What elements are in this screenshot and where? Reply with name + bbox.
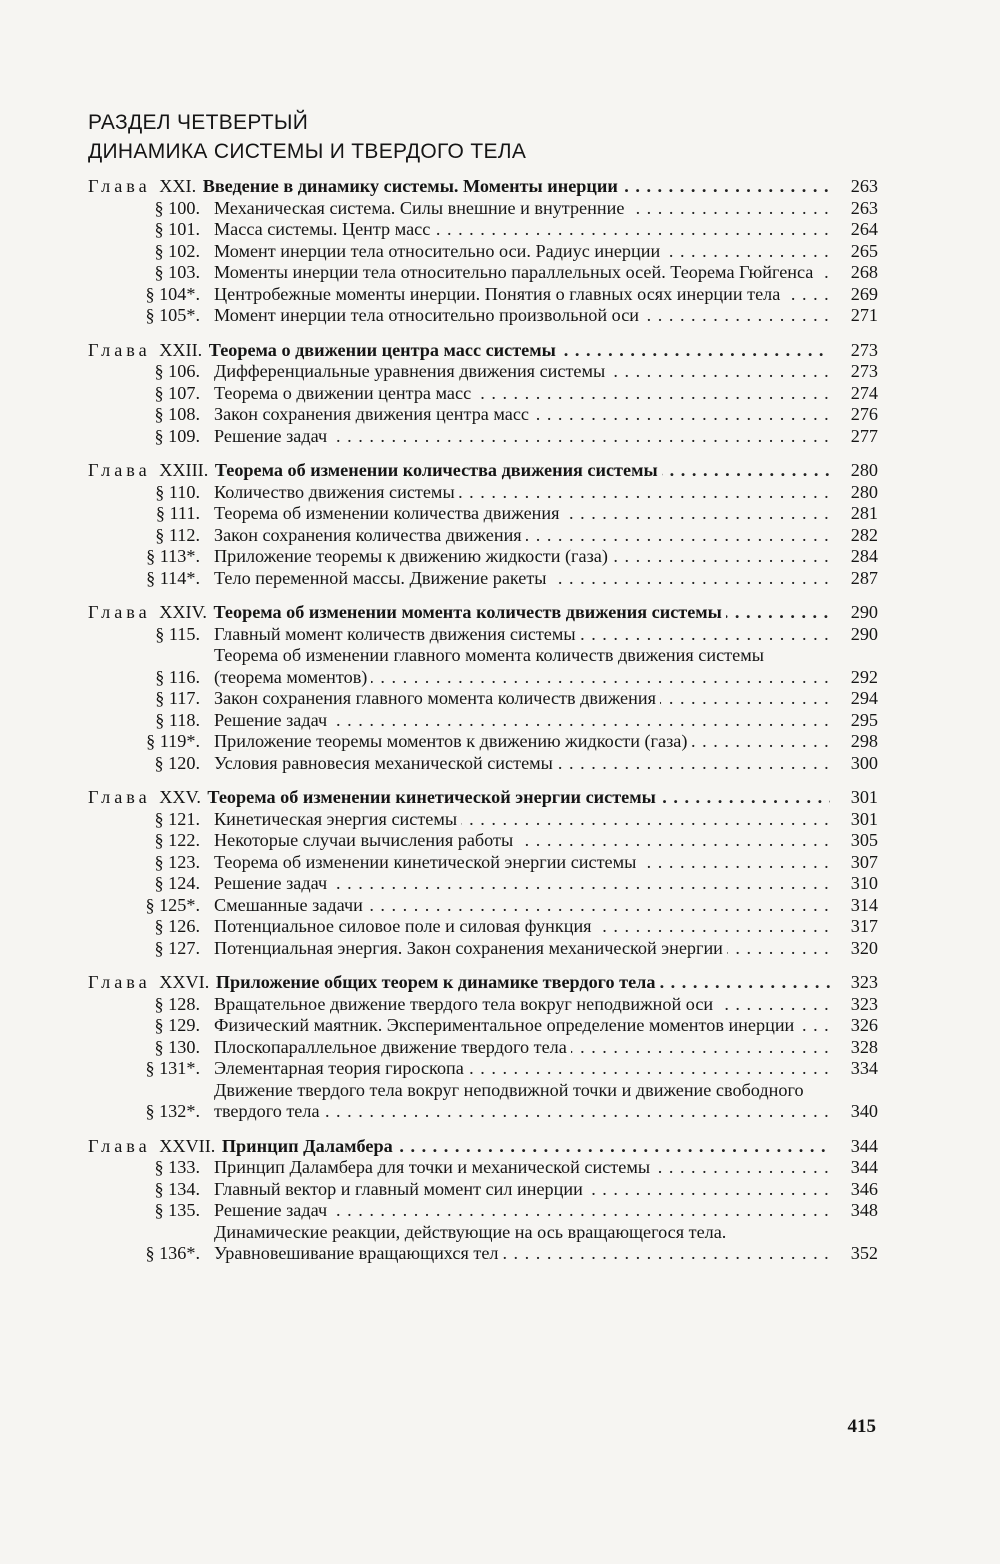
section-entry-row[interactable] [88, 994, 878, 1016]
section-title: Решение задач [214, 873, 331, 893]
section-entry-row[interactable] [88, 262, 878, 284]
section-title: Теорема об изменении кинетической энергии системы [214, 852, 640, 872]
section-page: 334 [850, 1058, 878, 1078]
section-entry-row[interactable] [88, 426, 878, 448]
chapter-number [88, 1136, 217, 1158]
section-number: § 126. [154, 916, 200, 936]
chapter-roman: XXVII. [159, 1135, 216, 1156]
section-entry-row[interactable] [88, 525, 878, 547]
section-page: 265 [850, 240, 878, 261]
section-page: 277 [850, 425, 878, 446]
section-entry-row[interactable] [88, 809, 878, 831]
section-title-leader [214, 1179, 830, 1201]
section-page: 295 [850, 709, 878, 730]
chapter-roman: XXV. [159, 787, 201, 807]
section-title-leader [214, 1015, 830, 1037]
chapter-row[interactable] [88, 340, 878, 362]
section-title-leader [214, 809, 830, 831]
section-title-leader [214, 305, 830, 327]
section-title-leader [214, 873, 830, 895]
section-title: Приложение теоремы к движению жидкости (газа) [214, 546, 612, 566]
section-title-leader [214, 198, 830, 220]
chapter-list [88, 176, 878, 1265]
section-page: 305 [850, 830, 878, 850]
section-entry-row[interactable] [88, 1015, 878, 1037]
chapter-title-leader [207, 787, 830, 809]
section-entry-row[interactable] [88, 710, 878, 732]
section-number: § 108. [154, 404, 200, 424]
chapter-row[interactable] [88, 972, 878, 994]
chapter-number [88, 340, 204, 362]
section-entry-row[interactable] [88, 830, 878, 852]
section-title: Потенциальная энергия. Закон сохранения механической энергии [214, 938, 727, 958]
section-title-leader [214, 503, 830, 525]
section-entry-row[interactable] [88, 938, 878, 960]
section-header [88, 108, 878, 166]
section-title-leader [214, 241, 830, 263]
section-number: § 107. [154, 382, 200, 403]
section-title-leader [214, 645, 830, 688]
chapter-title: Теорема об изменении кинетической энергии системы [207, 787, 659, 807]
section-number: § 101. [154, 219, 200, 239]
section-title-leader [214, 426, 830, 448]
section-title-leader [214, 482, 830, 504]
chapter-title: Принцип Даламбера [222, 1136, 397, 1156]
chapter-prefix: Глава [88, 176, 151, 196]
section-entry-row[interactable] [88, 731, 878, 753]
section-page: 269 [850, 283, 878, 304]
section-title-leader [214, 546, 830, 568]
section-page: 280 [850, 481, 878, 502]
section-entry-row[interactable] [88, 482, 878, 504]
chapter-title-leader [203, 176, 830, 198]
section-title-leader [214, 383, 830, 405]
section-title: Условия равновесия механической системы [214, 753, 557, 773]
chapter-prefix: Глава [88, 1135, 151, 1156]
section-entry-row[interactable] [88, 546, 878, 568]
section-title: Физический маятник. Экспериментальное определение моментов инерции [214, 1015, 798, 1035]
section-page: 292 [850, 666, 878, 687]
chapter-page: 273 [850, 339, 878, 360]
section-page: 317 [850, 916, 878, 936]
section-entry-row[interactable] [88, 895, 878, 917]
chapter-title: Приложение общих теорем к динамике твердого тела [216, 972, 660, 992]
page-number: 415 [847, 1416, 876, 1437]
section-page: 284 [850, 546, 878, 566]
section-title-leader [214, 1222, 830, 1265]
section-title: ДИНАМИКА СИСТЕМЫ И ТВЕРДОГО ТЕЛА [88, 140, 527, 163]
section-page: 320 [850, 937, 878, 958]
section-number: § 106. [154, 361, 200, 381]
section-page: 326 [850, 1015, 878, 1035]
chapter-block [88, 1136, 878, 1265]
section-number: § 113*. [146, 546, 200, 566]
section-page: 263 [850, 197, 878, 218]
chapter-roman: XXI. [159, 176, 197, 196]
section-number: § 102. [154, 240, 200, 261]
section-page: 346 [850, 1178, 878, 1199]
section-page: 323 [850, 993, 878, 1014]
section-page: 344 [850, 1157, 878, 1177]
section-entry-row[interactable] [88, 1222, 878, 1265]
section-page: 282 [850, 524, 878, 545]
section-entry-row[interactable] [88, 852, 878, 874]
chapter-page: 301 [850, 787, 878, 807]
section-entry-row[interactable] [88, 198, 878, 220]
section-number: § 110. [155, 481, 200, 502]
section-number: § 112. [155, 524, 200, 545]
chapter-row[interactable] [88, 602, 878, 624]
section-entry-row[interactable] [88, 1179, 878, 1201]
section-page: 314 [850, 894, 878, 915]
section-title-leader [214, 1080, 830, 1123]
section-entry-row[interactable] [88, 1037, 878, 1059]
section-page: 290 [850, 623, 878, 644]
chapter-number [88, 787, 203, 809]
section-page: 310 [850, 873, 878, 893]
section-entry-row[interactable] [88, 916, 878, 938]
chapter-roman: XXII. [159, 339, 203, 360]
section-title: Дифференциальные уравнения движения системы [214, 361, 609, 381]
section-title: Момент инерции тела относительно произвольной оси [214, 305, 643, 325]
chapter-roman: XXVI. [159, 972, 210, 992]
section-title: Теорема о движении центра масс [214, 383, 475, 403]
section-page: 264 [850, 219, 878, 239]
section-number: § 120. [154, 752, 200, 773]
section-number: § 133. [154, 1157, 200, 1177]
section-title: Теорема об изменении главного момента количеств движения системы (теорема моментов) [214, 645, 764, 687]
section-entry-row[interactable] [88, 873, 878, 895]
section-label: РАЗДЕЛ ЧЕТВЕРТЫЙ [88, 111, 309, 134]
section-title-leader [214, 916, 830, 938]
chapter-row[interactable] [88, 176, 878, 198]
section-title-leader [214, 361, 830, 383]
section-entry-row[interactable] [88, 361, 878, 383]
section-title: Динамические реакции, действующие на ось вращающегося тела. Уравновешивание вращающихся тел [214, 1221, 727, 1263]
section-page: 271 [850, 305, 878, 325]
section-number: § 124. [154, 873, 200, 893]
table-of-contents [88, 108, 878, 1278]
section-number: § 116. [155, 666, 200, 687]
section-title: Моменты инерции тела относительно параллельных осей. Теорема Гюйгенса [214, 262, 817, 282]
section-number: § 104*. [145, 283, 200, 304]
section-title-leader [214, 710, 830, 732]
section-page: 276 [850, 404, 878, 424]
section-title: Теорема об изменении количества движения [214, 503, 563, 523]
section-title: Закон сохранения движения центра масс [214, 404, 533, 424]
section-page: 298 [850, 731, 878, 751]
section-page: 300 [850, 752, 878, 773]
section-number: § 119*. [146, 731, 200, 751]
section-entry-row[interactable] [88, 383, 878, 405]
section-title: Главный момент количеств движения системы [214, 624, 580, 644]
section-page: 328 [850, 1036, 878, 1057]
chapter-number [88, 602, 209, 624]
section-entry-row[interactable] [88, 645, 878, 688]
section-title-leader [214, 753, 830, 775]
chapter-page: 344 [850, 1135, 878, 1156]
section-number: § 123. [154, 851, 200, 872]
section-entry-row[interactable] [88, 568, 878, 590]
section-number: § 129. [154, 1015, 200, 1035]
chapter-block [88, 602, 878, 774]
section-entry-row[interactable] [88, 284, 878, 306]
section-number: § 127. [154, 937, 200, 958]
section-title-leader [214, 994, 830, 1016]
section-number: § 114*. [146, 567, 200, 588]
section-entry-row[interactable] [88, 1058, 878, 1080]
chapter-title: Введение в динамику системы. Моменты инерции [203, 176, 622, 196]
section-title: Тело переменной массы. Движение ракеты [214, 568, 551, 588]
section-title: Центробежные моменты инерции. Понятия о главных осях инерции тела [214, 284, 784, 304]
section-title-leader [214, 525, 830, 547]
chapter-block [88, 787, 878, 959]
section-entry-row[interactable] [88, 503, 878, 525]
section-number: § 130. [154, 1036, 200, 1057]
section-title: Закон сохранения количества движения [214, 525, 526, 545]
section-entry-row[interactable] [88, 1080, 878, 1123]
section-title: Принцип Даламбера для точки и механической системы [214, 1157, 654, 1177]
section-title-leader [214, 1200, 830, 1222]
section-title: Масса системы. Центр масс [214, 219, 434, 239]
section-title-leader [214, 624, 830, 646]
section-number: § 103. [154, 262, 200, 282]
section-title: Потенциальное силовое поле и силовая функция [214, 916, 596, 936]
section-title: Главный вектор и главный момент сил инерции [214, 1179, 587, 1199]
section-page: 281 [850, 503, 878, 523]
section-entry-row[interactable] [88, 219, 878, 241]
chapter-page: 280 [850, 460, 878, 480]
chapter-title: Теорема об изменении количества движения системы [215, 460, 662, 480]
chapter-prefix: Глава [88, 339, 151, 360]
section-number: § 125*. [145, 894, 200, 915]
section-title: Плоскопараллельное движение твердого тела [214, 1037, 571, 1057]
chapter-number [88, 460, 210, 482]
chapter-block [88, 176, 878, 327]
section-entry-row[interactable] [88, 1157, 878, 1179]
section-title-leader [214, 262, 830, 284]
section-title-leader [214, 1037, 830, 1059]
section-page: 294 [850, 688, 878, 708]
chapter-prefix: Глава [88, 972, 151, 992]
section-number: § 117. [155, 688, 200, 708]
section-title-leader [214, 830, 830, 852]
section-title-leader [214, 284, 830, 306]
chapter-prefix: Глава [88, 787, 151, 807]
chapter-title-leader [216, 972, 830, 994]
chapter-roman: XXIII. [159, 460, 209, 480]
section-title-leader [214, 219, 830, 241]
section-title-leader [214, 404, 830, 426]
section-number: § 111. [155, 503, 200, 523]
section-number: § 122. [154, 830, 200, 850]
section-title: Закон сохранения главного момента количеств движения [214, 688, 660, 708]
section-title: Приложение теоремы моментов к движению жидкости (газа) [214, 731, 691, 751]
chapter-roman: XXIV. [159, 602, 207, 622]
chapter-row[interactable] [88, 787, 878, 809]
chapter-title: Теорема о движении центра масс системы [209, 340, 560, 360]
section-page: 340 [850, 1101, 878, 1121]
section-title: Смешанные задачи [214, 895, 367, 915]
section-entry-row[interactable] [88, 241, 878, 263]
section-page: 274 [850, 382, 878, 403]
chapter-title-leader [209, 340, 830, 362]
section-number: § 105*. [145, 305, 200, 325]
chapter-number [88, 176, 198, 198]
section-page: 352 [850, 1243, 878, 1263]
section-entry-row[interactable] [88, 688, 878, 710]
section-number: § 118. [155, 709, 200, 730]
section-title: Вращательное движение твердого тела вокруг неподвижной оси [214, 994, 717, 1014]
section-title: Движение твердого тела вокруг неподвижной точки и движение свободного твердого тела [214, 1079, 804, 1121]
section-title: Механическая система. Силы внешние и внутренние [214, 198, 628, 218]
section-title-leader [214, 568, 830, 590]
chapter-block [88, 972, 878, 1123]
section-number: § 100. [154, 197, 200, 218]
section-entry-row[interactable] [88, 404, 878, 426]
chapter-page: 263 [850, 176, 878, 196]
chapter-page: 290 [850, 602, 878, 622]
section-number: § 131*. [145, 1058, 200, 1078]
section-entry-row[interactable] [88, 1200, 878, 1222]
chapter-prefix: Глава [88, 460, 151, 480]
chapter-title-leader [222, 1136, 830, 1158]
chapter-page: 323 [850, 972, 878, 992]
chapter-title: Теорема об изменении момента количеств движения системы [213, 602, 725, 622]
section-title-leader [214, 731, 830, 753]
chapter-prefix: Глава [88, 602, 151, 622]
section-title: Элементарная теория гироскопа [214, 1058, 468, 1078]
section-title-leader [214, 895, 830, 917]
section-number: § 128. [154, 993, 200, 1014]
section-title: Решение задач [214, 426, 331, 446]
section-page: 268 [850, 262, 878, 282]
section-title: Решение задач [214, 1200, 331, 1220]
chapter-number [88, 972, 211, 994]
chapter-row[interactable] [88, 1136, 878, 1158]
section-title-leader [214, 688, 830, 710]
section-page: 273 [850, 361, 878, 381]
section-entry-row[interactable] [88, 624, 878, 646]
section-page: 348 [850, 1200, 878, 1220]
section-title: Решение задач [214, 710, 331, 730]
chapter-block [88, 460, 878, 589]
chapter-title-leader [213, 602, 830, 624]
section-title-leader [214, 1157, 830, 1179]
section-number: § 121. [154, 808, 200, 829]
section-title: Кинетическая энергия системы [214, 809, 461, 829]
section-title-leader [214, 852, 830, 874]
section-title: Момент инерции тела относительно оси. Радиус инерции [214, 241, 664, 261]
section-number: § 136*. [145, 1243, 200, 1263]
section-title: Количество движения системы [214, 482, 459, 502]
section-page: 301 [850, 808, 878, 829]
section-title-leader [214, 1058, 830, 1080]
section-number: § 115. [155, 623, 200, 644]
chapter-row[interactable] [88, 460, 878, 482]
section-number: § 109. [154, 425, 200, 446]
chapter-title-leader [215, 460, 830, 482]
section-page: 287 [850, 567, 878, 588]
section-title-leader [214, 938, 830, 960]
section-number: § 132*. [145, 1101, 200, 1121]
chapter-block [88, 340, 878, 448]
section-page: 307 [850, 851, 878, 872]
section-entry-row[interactable] [88, 753, 878, 775]
section-number: § 134. [154, 1178, 200, 1199]
section-number: § 135. [154, 1200, 200, 1220]
section-title: Некоторые случаи вычисления работы [214, 830, 517, 850]
section-entry-row[interactable] [88, 305, 878, 327]
